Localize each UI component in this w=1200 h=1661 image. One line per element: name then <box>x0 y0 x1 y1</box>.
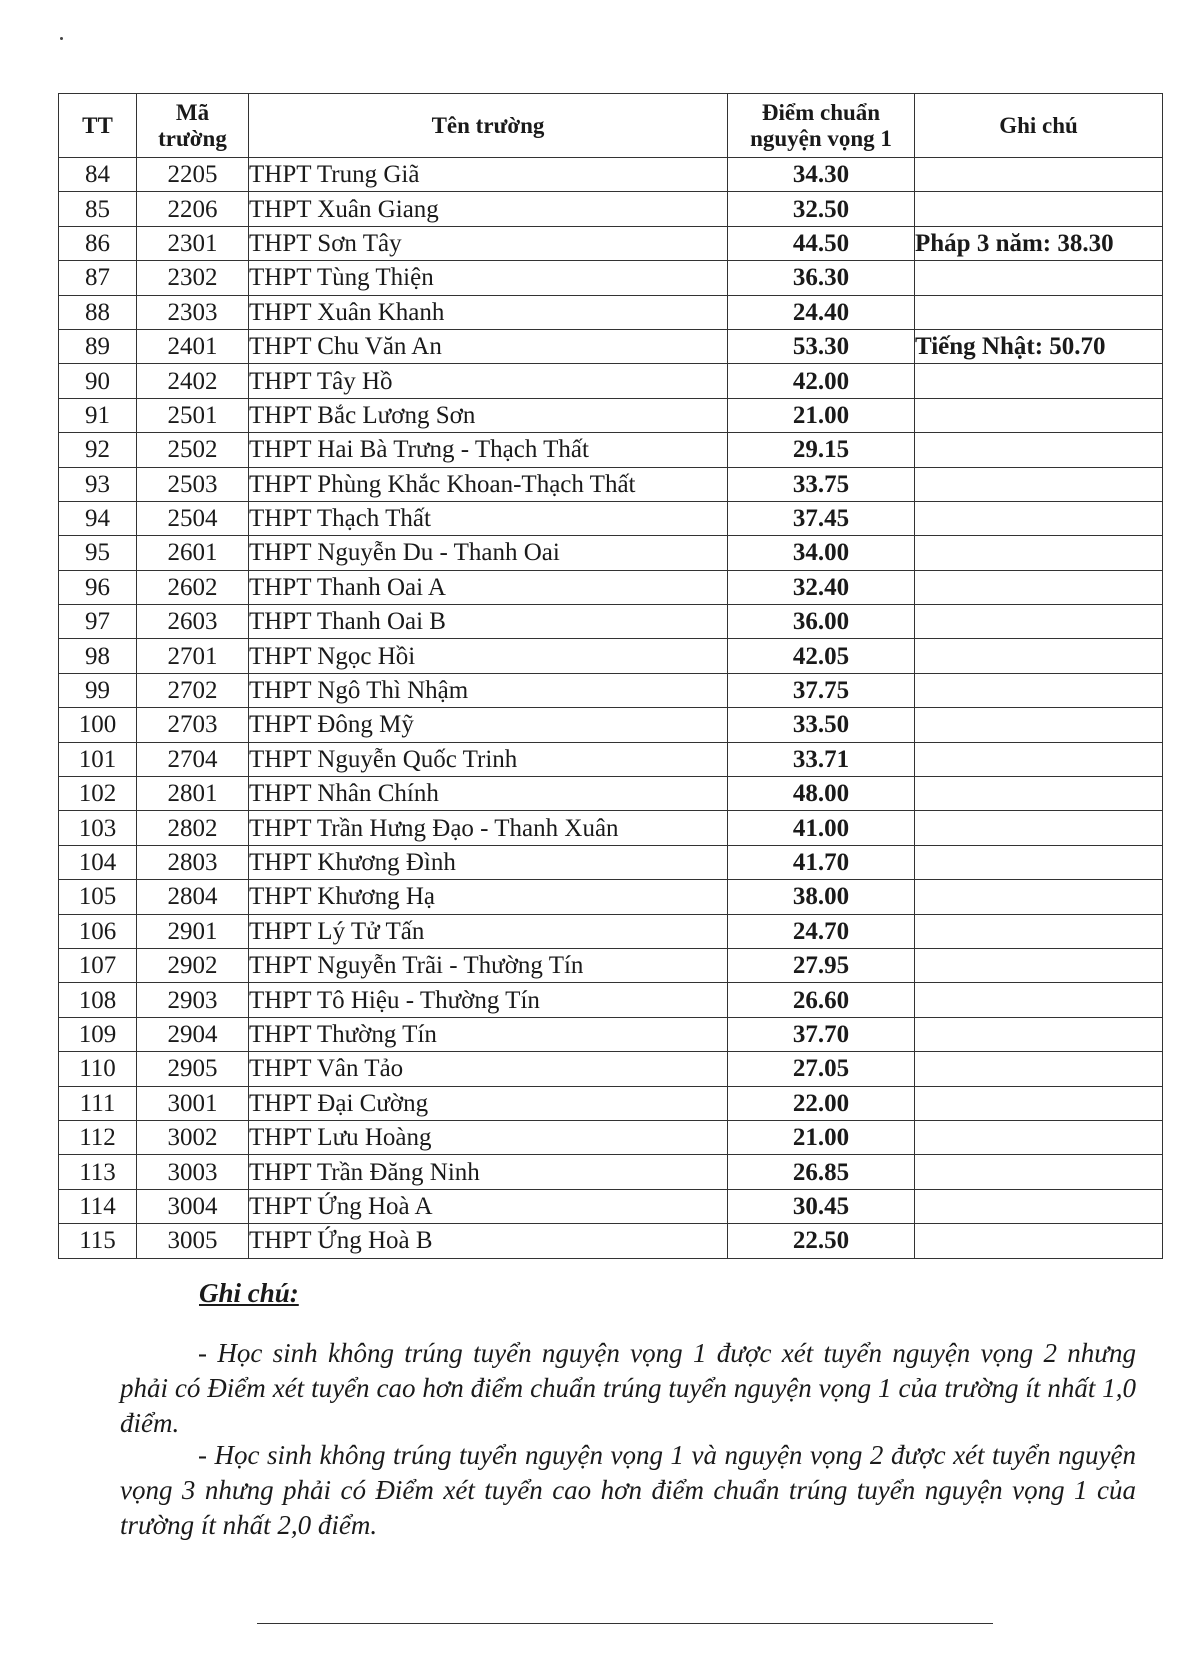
cell-diem-chuan: 21.00 <box>728 398 915 432</box>
cell-ma-truong: 2803 <box>137 845 249 879</box>
cell-ghi-chu <box>915 811 1163 845</box>
note-paragraph: - Học sinh không trúng tuyển nguyện vọng 1 và nguyện vọng 2 được xét tuyển nguyện vọng 3 nhưng phải có Điểm xét tuyển cao hơn điểm chuẩn trúng tuyển nguyện vọng 1 của trường ít nhất 2,0 điểm. <box>120 1440 1136 1540</box>
header-diem-chuan: Điểm chuẩn nguyện vọng 1 <box>728 94 915 158</box>
cell-tt: 89 <box>59 329 137 363</box>
cell-ma-truong: 2501 <box>137 398 249 432</box>
cell-tt: 94 <box>59 501 137 535</box>
cell-ma-truong: 2503 <box>137 467 249 501</box>
cell-ghi-chu <box>915 1086 1163 1120</box>
cell-ma-truong: 2502 <box>137 433 249 467</box>
cell-diem-chuan: 24.40 <box>728 295 915 329</box>
cell-ghi-chu <box>915 158 1163 192</box>
header-ten-truong: Tên trường <box>249 94 728 158</box>
cell-ten-truong: THPT Tô Hiệu - Thường Tín <box>249 983 728 1017</box>
table-row <box>59 295 1163 329</box>
table-row <box>59 639 1163 673</box>
cell-tt: 88 <box>59 295 137 329</box>
cell-ghi-chu <box>915 983 1163 1017</box>
table-row <box>59 1017 1163 1051</box>
cell-ma-truong: 2802 <box>137 811 249 845</box>
table-row <box>59 845 1163 879</box>
cell-ma-truong: 2703 <box>137 708 249 742</box>
cell-tt: 100 <box>59 708 137 742</box>
cell-ma-truong: 3002 <box>137 1120 249 1154</box>
table-row <box>59 433 1163 467</box>
table-row <box>59 948 1163 982</box>
cell-tt: 87 <box>59 261 137 295</box>
cell-ma-truong: 2301 <box>137 226 249 260</box>
header-ma-truong: Mã trường <box>137 94 249 158</box>
table-row <box>59 570 1163 604</box>
table-row <box>59 983 1163 1017</box>
table-row <box>59 467 1163 501</box>
cell-ten-truong: THPT Trung Giã <box>249 158 728 192</box>
cell-ma-truong: 3005 <box>137 1224 249 1258</box>
cell-diem-chuan: 32.40 <box>728 570 915 604</box>
cell-diem-chuan: 30.45 <box>728 1189 915 1223</box>
cell-diem-chuan: 42.00 <box>728 364 915 398</box>
cell-tt: 93 <box>59 467 137 501</box>
cell-ghi-chu <box>915 570 1163 604</box>
cell-ten-truong: THPT Sơn Tây <box>249 226 728 260</box>
cell-ten-truong: THPT Ứng Hoà A <box>249 1189 728 1223</box>
cell-ma-truong: 2602 <box>137 570 249 604</box>
cell-tt: 90 <box>59 364 137 398</box>
cell-ten-truong: THPT Thanh Oai A <box>249 570 728 604</box>
cell-ten-truong: THPT Trần Hưng Đạo - Thanh Xuân <box>249 811 728 845</box>
cell-diem-chuan: 53.30 <box>728 329 915 363</box>
cell-ten-truong: THPT Khương Đình <box>249 845 728 879</box>
header-tt: TT <box>59 94 137 158</box>
note-paragraph: - Học sinh không trúng tuyển nguyện vọng 1 được xét tuyển nguyện vọng 2 nhưng phải có Điểm xét tuyển cao hơn điểm chuẩn trúng tuyển nguyện vọng 1 của trường ít nhất 1,0 điểm. <box>120 1338 1136 1438</box>
cell-tt: 101 <box>59 742 137 776</box>
cell-ghi-chu <box>915 501 1163 535</box>
cell-diem-chuan: 33.71 <box>728 742 915 776</box>
cell-ghi-chu <box>915 1120 1163 1154</box>
cell-ghi-chu: Tiếng Nhật: 50.70 <box>915 329 1163 363</box>
cell-tt: 102 <box>59 777 137 811</box>
cell-tt: 114 <box>59 1189 137 1223</box>
table-row <box>59 605 1163 639</box>
cell-ma-truong: 2904 <box>137 1017 249 1051</box>
cell-tt: 95 <box>59 536 137 570</box>
cell-ten-truong: THPT Nhân Chính <box>249 777 728 811</box>
cell-ghi-chu <box>915 777 1163 811</box>
cell-diem-chuan: 38.00 <box>728 880 915 914</box>
cell-tt: 109 <box>59 1017 137 1051</box>
cell-tt: 92 <box>59 433 137 467</box>
table-row <box>59 673 1163 707</box>
cell-diem-chuan: 27.95 <box>728 948 915 982</box>
admission-scores-table <box>58 93 1163 1259</box>
cell-ma-truong: 2901 <box>137 914 249 948</box>
cell-tt: 105 <box>59 880 137 914</box>
cell-diem-chuan: 33.75 <box>728 467 915 501</box>
cell-ten-truong: THPT Tùng Thiện <box>249 261 728 295</box>
cell-tt: 113 <box>59 1155 137 1189</box>
cell-ma-truong: 2701 <box>137 639 249 673</box>
cell-ten-truong: THPT Ứng Hoà B <box>249 1224 728 1258</box>
cell-ghi-chu <box>915 845 1163 879</box>
cell-ma-truong: 3001 <box>137 1086 249 1120</box>
table-row <box>59 1155 1163 1189</box>
cell-diem-chuan: 41.00 <box>728 811 915 845</box>
cell-diem-chuan: 34.30 <box>728 158 915 192</box>
cell-ten-truong: THPT Xuân Khanh <box>249 295 728 329</box>
table-header-row <box>59 94 1163 158</box>
cell-ma-truong: 2905 <box>137 1052 249 1086</box>
table-row <box>59 880 1163 914</box>
cell-ten-truong: THPT Lý Tử Tấn <box>249 914 728 948</box>
cell-ghi-chu <box>915 1052 1163 1086</box>
cell-diem-chuan: 24.70 <box>728 914 915 948</box>
cell-tt: 112 <box>59 1120 137 1154</box>
cell-ten-truong: THPT Khương Hạ <box>249 880 728 914</box>
scan-speck <box>60 37 63 40</box>
table-body <box>59 158 1163 1259</box>
cell-ma-truong: 2903 <box>137 983 249 1017</box>
cell-ghi-chu <box>915 1017 1163 1051</box>
table-row <box>59 1120 1163 1154</box>
table-row <box>59 501 1163 535</box>
cell-ma-truong: 2206 <box>137 192 249 226</box>
cell-ma-truong: 2902 <box>137 948 249 982</box>
cell-tt: 86 <box>59 226 137 260</box>
cell-ghi-chu <box>915 1189 1163 1223</box>
cell-diem-chuan: 26.60 <box>728 983 915 1017</box>
cell-ghi-chu <box>915 1224 1163 1258</box>
cell-ten-truong: THPT Phùng Khắc Khoan-Thạch Thất <box>249 467 728 501</box>
cell-diem-chuan: 36.00 <box>728 605 915 639</box>
cell-ten-truong: THPT Đại Cường <box>249 1086 728 1120</box>
cell-ma-truong: 3004 <box>137 1189 249 1223</box>
cell-diem-chuan: 22.00 <box>728 1086 915 1120</box>
cell-ma-truong: 2704 <box>137 742 249 776</box>
cell-ten-truong: THPT Trần Đăng Ninh <box>249 1155 728 1189</box>
cell-ma-truong: 2401 <box>137 329 249 363</box>
cell-tt: 103 <box>59 811 137 845</box>
cell-ma-truong: 2302 <box>137 261 249 295</box>
cell-tt: 111 <box>59 1086 137 1120</box>
cell-diem-chuan: 37.45 <box>728 501 915 535</box>
cell-ma-truong: 2601 <box>137 536 249 570</box>
cell-ghi-chu <box>915 364 1163 398</box>
cell-ghi-chu <box>915 880 1163 914</box>
cell-ma-truong: 2504 <box>137 501 249 535</box>
table-row <box>59 192 1163 226</box>
cell-ma-truong: 2702 <box>137 673 249 707</box>
cell-ghi-chu <box>915 948 1163 982</box>
cell-tt: 115 <box>59 1224 137 1258</box>
cell-ten-truong: THPT Bắc Lương Sơn <box>249 398 728 432</box>
cell-ghi-chu <box>915 398 1163 432</box>
cell-ma-truong: 2402 <box>137 364 249 398</box>
cell-tt: 99 <box>59 673 137 707</box>
cell-ten-truong: THPT Nguyễn Du - Thanh Oai <box>249 536 728 570</box>
cell-ten-truong: THPT Nguyễn Trãi - Thường Tín <box>249 948 728 982</box>
cell-ma-truong: 2603 <box>137 605 249 639</box>
cell-tt: 106 <box>59 914 137 948</box>
cell-ten-truong: THPT Đông Mỹ <box>249 708 728 742</box>
cell-ma-truong: 2205 <box>137 158 249 192</box>
cell-ten-truong: THPT Hai Bà Trưng - Thạch Thất <box>249 433 728 467</box>
table-row <box>59 777 1163 811</box>
cell-ma-truong: 3003 <box>137 1155 249 1189</box>
cell-ma-truong: 2801 <box>137 777 249 811</box>
cell-ma-truong: 2303 <box>137 295 249 329</box>
cell-diem-chuan: 37.75 <box>728 673 915 707</box>
cell-diem-chuan: 42.05 <box>728 639 915 673</box>
cell-diem-chuan: 34.00 <box>728 536 915 570</box>
cell-diem-chuan: 36.30 <box>728 261 915 295</box>
cell-ghi-chu <box>915 742 1163 776</box>
cell-diem-chuan: 48.00 <box>728 777 915 811</box>
table-row <box>59 364 1163 398</box>
cell-tt: 85 <box>59 192 137 226</box>
cell-ten-truong: THPT Tây Hồ <box>249 364 728 398</box>
table-row <box>59 811 1163 845</box>
cell-diem-chuan: 32.50 <box>728 192 915 226</box>
notes-title: Ghi chú: <box>199 1278 299 1308</box>
cell-tt: 96 <box>59 570 137 604</box>
bottom-divider <box>257 1623 993 1624</box>
cell-ten-truong: THPT Xuân Giang <box>249 192 728 226</box>
cell-ten-truong: THPT Ngô Thì Nhậm <box>249 673 728 707</box>
cell-diem-chuan: 37.70 <box>728 1017 915 1051</box>
cell-diem-chuan: 41.70 <box>728 845 915 879</box>
cell-ghi-chu: Pháp 3 năm: 38.30 <box>915 226 1163 260</box>
cell-tt: 108 <box>59 983 137 1017</box>
table-row <box>59 261 1163 295</box>
cell-diem-chuan: 21.00 <box>728 1120 915 1154</box>
cell-ghi-chu <box>915 536 1163 570</box>
table-row <box>59 329 1163 363</box>
table-row <box>59 1052 1163 1086</box>
cell-ten-truong: THPT Chu Văn An <box>249 329 728 363</box>
cell-ghi-chu <box>915 605 1163 639</box>
cell-tt: 91 <box>59 398 137 432</box>
cell-ghi-chu <box>915 708 1163 742</box>
cell-tt: 104 <box>59 845 137 879</box>
cell-diem-chuan: 26.85 <box>728 1155 915 1189</box>
cell-ten-truong: THPT Thường Tín <box>249 1017 728 1051</box>
cell-diem-chuan: 44.50 <box>728 226 915 260</box>
table-row <box>59 1086 1163 1120</box>
table-row <box>59 158 1163 192</box>
table-row <box>59 226 1163 260</box>
cell-ten-truong: THPT Ngọc Hồi <box>249 639 728 673</box>
cell-ghi-chu <box>915 261 1163 295</box>
table-row <box>59 1189 1163 1223</box>
cell-tt: 84 <box>59 158 137 192</box>
cell-ten-truong: THPT Thanh Oai B <box>249 605 728 639</box>
cell-tt: 110 <box>59 1052 137 1086</box>
cell-ten-truong: THPT Thạch Thất <box>249 501 728 535</box>
cell-diem-chuan: 33.50 <box>728 708 915 742</box>
cell-ten-truong: THPT Vân Tảo <box>249 1052 728 1086</box>
cell-ghi-chu <box>915 467 1163 501</box>
cell-ghi-chu <box>915 673 1163 707</box>
table-row <box>59 914 1163 948</box>
cell-ghi-chu <box>915 914 1163 948</box>
header-ghi-chu: Ghi chú <box>915 94 1163 158</box>
cell-ten-truong: THPT Nguyễn Quốc Trinh <box>249 742 728 776</box>
cell-ma-truong: 2804 <box>137 880 249 914</box>
cell-ten-truong: THPT Lưu Hoàng <box>249 1120 728 1154</box>
cell-ghi-chu <box>915 192 1163 226</box>
cell-tt: 98 <box>59 639 137 673</box>
cell-tt: 97 <box>59 605 137 639</box>
table-row <box>59 536 1163 570</box>
table-row <box>59 742 1163 776</box>
table-row <box>59 1224 1163 1258</box>
cell-tt: 107 <box>59 948 137 982</box>
cell-ghi-chu <box>915 639 1163 673</box>
cell-ghi-chu <box>915 433 1163 467</box>
table-row <box>59 398 1163 432</box>
cell-diem-chuan: 29.15 <box>728 433 915 467</box>
table-row <box>59 708 1163 742</box>
cell-diem-chuan: 22.50 <box>728 1224 915 1258</box>
cell-ghi-chu <box>915 1155 1163 1189</box>
cell-ghi-chu <box>915 295 1163 329</box>
cell-diem-chuan: 27.05 <box>728 1052 915 1086</box>
